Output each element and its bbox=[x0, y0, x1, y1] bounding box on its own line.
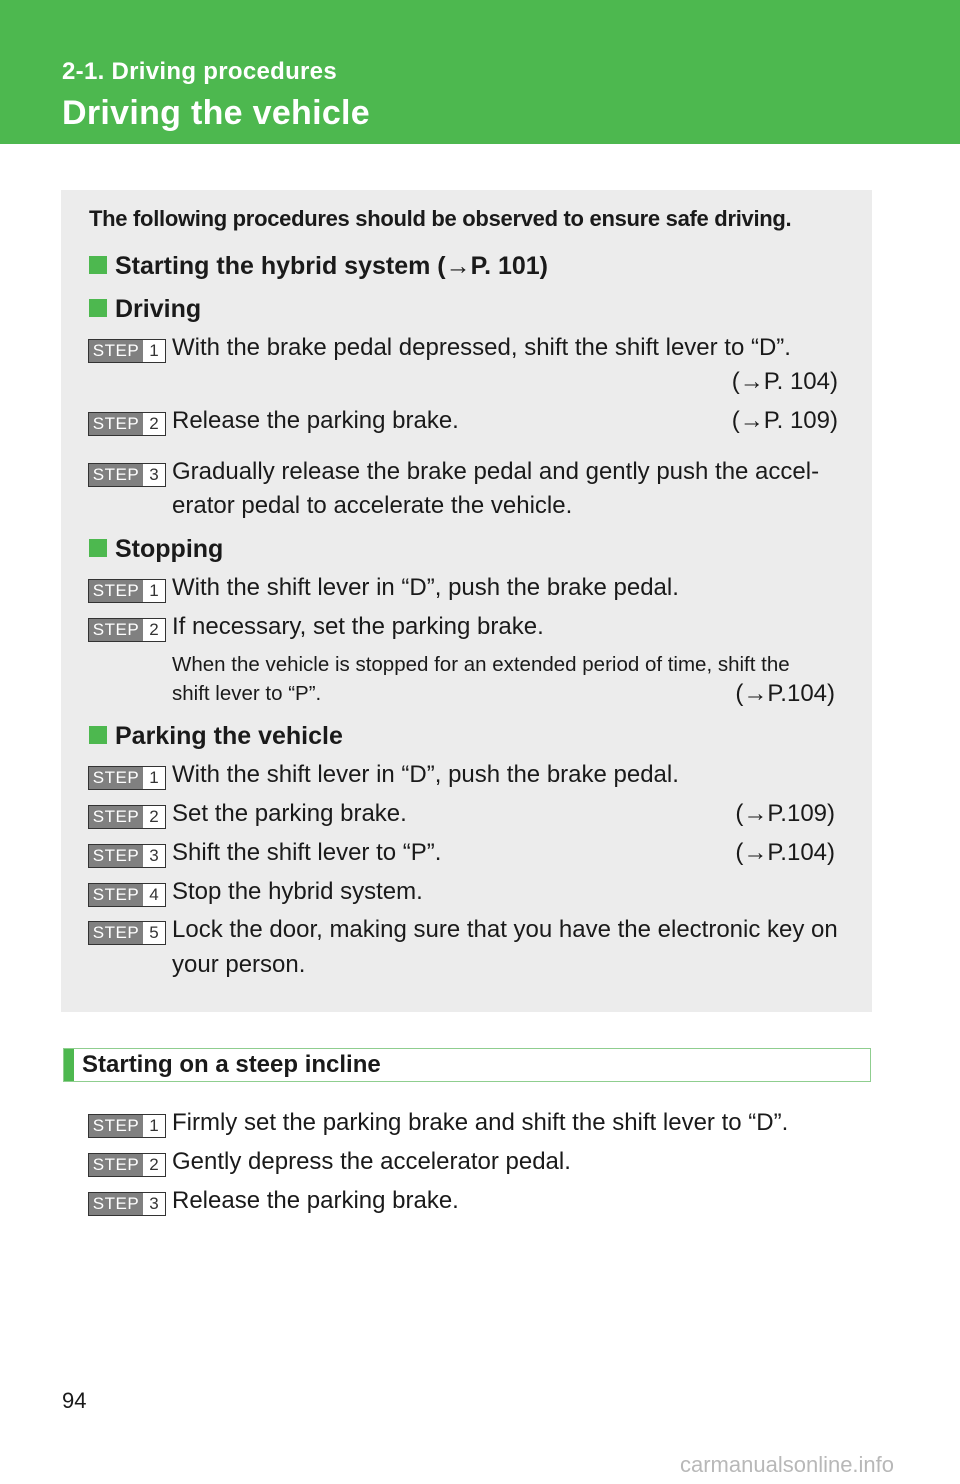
note-text: When the vehicle is stopped for an extended period of time, shift the bbox=[172, 653, 790, 676]
step-text-continued: erator pedal to accelerate the vehicle. bbox=[172, 492, 573, 519]
watermark: carmanualsonline.info bbox=[680, 1452, 895, 1477]
page-reference: (→P. 109) bbox=[731, 407, 838, 434]
step-text: Set the parking brake. bbox=[172, 800, 407, 827]
heading-starting-label: Starting the hybrid system (→P. 101) bbox=[115, 252, 548, 280]
step-badge: STEP 1 bbox=[88, 339, 166, 363]
step-text: With the brake pedal depressed, shift the shift lever to “D”. bbox=[172, 334, 791, 361]
step-badge: STEP 2 bbox=[88, 412, 166, 436]
heading-starting bbox=[89, 252, 548, 281]
square-bullet-icon bbox=[89, 256, 107, 274]
intro-text: The following procedures should be observed to ensure safe driving. bbox=[89, 206, 792, 231]
step-badge: STEP 1 bbox=[88, 766, 166, 790]
page-number: 94 bbox=[62, 1388, 87, 1413]
page-reference: (→P.104) bbox=[735, 680, 835, 707]
step-text: Shift the shift lever to “P”. bbox=[172, 839, 442, 866]
page-title: Driving the vehicle bbox=[62, 94, 371, 132]
heading-driving bbox=[89, 295, 201, 324]
square-bullet-icon bbox=[89, 726, 107, 744]
page-reference: (→P.109) bbox=[735, 800, 835, 827]
step-badge: STEP 3 bbox=[88, 463, 166, 487]
section-label: 2-1. Driving procedures bbox=[62, 58, 337, 85]
page-reference: (→P.104) bbox=[735, 839, 835, 866]
step-badge: STEP 1 bbox=[88, 1114, 166, 1138]
note-text-continued: shift lever to “P”. bbox=[172, 682, 322, 705]
step-text: Lock the door, making sure that you have the electronic key on bbox=[172, 916, 838, 943]
step-text-continued: your person. bbox=[172, 951, 306, 978]
step-text: With the shift lever in “D”, push the brake pedal. bbox=[172, 761, 679, 788]
step-text: Release the parking brake. bbox=[172, 407, 459, 434]
step-text: If necessary, set the parking brake. bbox=[172, 613, 544, 640]
step-badge: STEP 4 bbox=[88, 883, 166, 907]
page-header bbox=[0, 0, 960, 144]
square-bullet-icon bbox=[89, 539, 107, 557]
heading-stopping bbox=[89, 535, 223, 564]
step-badge: STEP 2 bbox=[88, 1153, 166, 1177]
page-reference: (→P. 104) bbox=[731, 368, 838, 395]
square-bullet-icon bbox=[89, 299, 107, 317]
step-badge: STEP 5 bbox=[88, 921, 166, 945]
step-text: Release the parking brake. bbox=[172, 1187, 459, 1214]
heading-driving-label: Driving bbox=[115, 295, 202, 323]
step-text: Gently depress the accelerator pedal. bbox=[172, 1148, 571, 1175]
step-badge: STEP 3 bbox=[88, 1192, 166, 1216]
step-text: Stop the hybrid system. bbox=[172, 878, 423, 905]
step-text: Gradually release the brake pedal and gently push the accel- bbox=[172, 458, 820, 485]
step-badge: STEP 2 bbox=[88, 805, 166, 829]
heading-stopping-label: Stopping bbox=[115, 535, 224, 563]
subsection-title: Starting on a steep incline bbox=[82, 1051, 381, 1078]
step-text: Firmly set the parking brake and shift the shift lever to “D”. bbox=[172, 1109, 789, 1136]
step-badge: STEP 2 bbox=[88, 618, 166, 642]
step-badge: STEP 3 bbox=[88, 844, 166, 868]
heading-parking bbox=[89, 722, 343, 751]
step-text: With the shift lever in “D”, push the brake pedal. bbox=[172, 574, 679, 601]
step-badge: STEP 1 bbox=[88, 579, 166, 603]
subsection-accent bbox=[64, 1049, 74, 1081]
heading-parking-label: Parking the vehicle bbox=[115, 722, 343, 750]
